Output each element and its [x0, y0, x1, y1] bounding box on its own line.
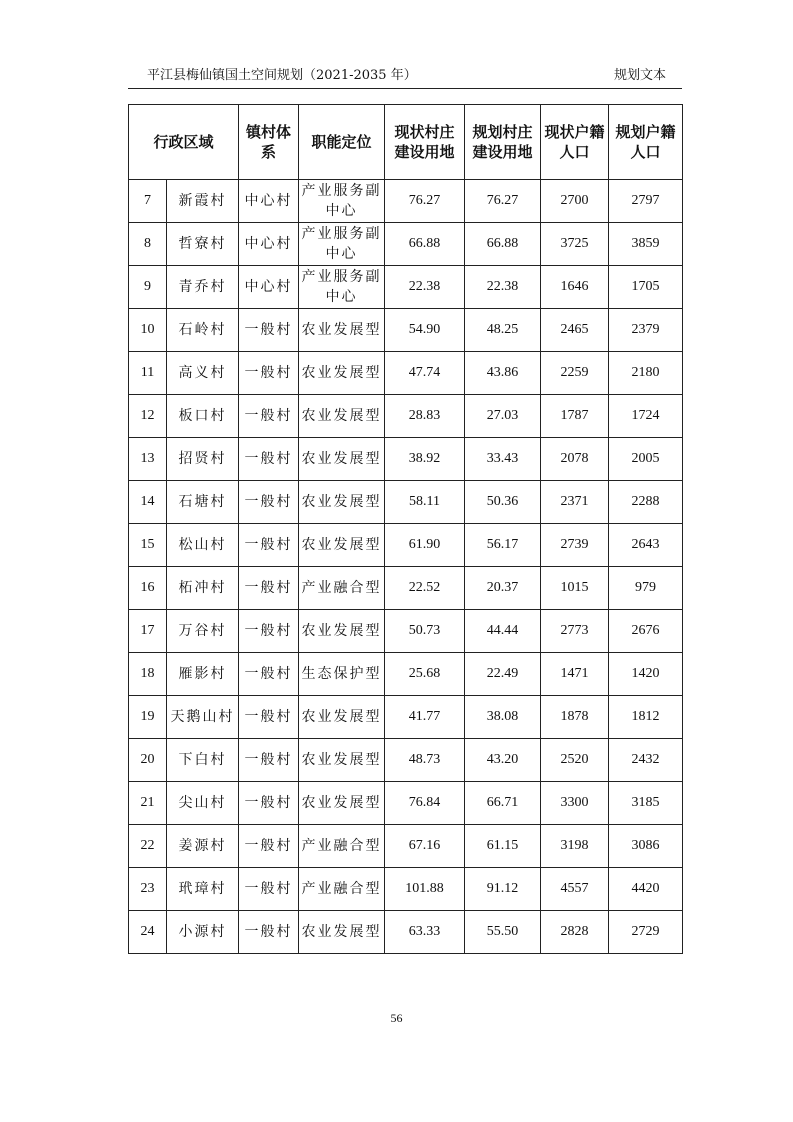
town-system-cell: 一般村: [239, 825, 299, 868]
row-index-cell: 9: [129, 266, 167, 309]
current-land-cell: 48.73: [385, 739, 465, 782]
current-land-cell: 63.33: [385, 911, 465, 954]
planned-pop-cell: 2180: [609, 352, 683, 395]
col-header-current-land-label: 现状村庄建设用地: [394, 123, 455, 161]
current-land-cell: 76.27: [385, 180, 465, 223]
current-land-cell: 58.11: [385, 481, 465, 524]
current-pop-cell: 2739: [541, 524, 609, 567]
table-row: [129, 223, 683, 266]
planned-land-cell: 91.12: [465, 868, 541, 911]
town-system-cell: 一般村: [239, 653, 299, 696]
current-land-cell: 22.38: [385, 266, 465, 309]
col-header-function: [299, 105, 385, 180]
table-row: [129, 825, 683, 868]
current-pop-cell: 1471: [541, 653, 609, 696]
planned-land-cell: 66.71: [465, 782, 541, 825]
row-index-cell: 18: [129, 653, 167, 696]
table-row: [129, 567, 683, 610]
planned-land-cell: 44.44: [465, 610, 541, 653]
function-type-cell: 产业融合型: [299, 567, 385, 610]
current-land-cell: 41.77: [385, 696, 465, 739]
town-system-cell: 一般村: [239, 438, 299, 481]
town-system-cell: 一般村: [239, 567, 299, 610]
row-index-cell: 10: [129, 309, 167, 352]
town-system-cell: 一般村: [239, 524, 299, 567]
table-row: [129, 481, 683, 524]
col-header-planned-pop-label: 规划户籍人口: [615, 123, 676, 161]
planned-land-cell: 66.88: [465, 223, 541, 266]
village-name-cell: 石岭村: [167, 309, 239, 352]
function-type-cell: 农业发展型: [299, 481, 385, 524]
function-type-cell: 产业服务副中心: [299, 223, 385, 266]
planned-pop-cell: 2379: [609, 309, 683, 352]
col-header-planned-land: [465, 105, 541, 180]
row-index-cell: 21: [129, 782, 167, 825]
table-row: [129, 911, 683, 954]
planned-pop-cell: 1420: [609, 653, 683, 696]
current-pop-cell: 2700: [541, 180, 609, 223]
document-type-label: 规划文本: [613, 68, 666, 83]
header-divider: [128, 88, 682, 89]
planned-pop-cell: 2643: [609, 524, 683, 567]
col-header-region: [129, 105, 239, 180]
current-land-cell: 38.92: [385, 438, 465, 481]
planned-pop-cell: 979: [609, 567, 683, 610]
current-land-cell: 47.74: [385, 352, 465, 395]
town-system-cell: 中心村: [239, 223, 299, 266]
page-number: 56: [390, 1011, 403, 1025]
row-index-cell: 7: [129, 180, 167, 223]
col-header-function-label: 职能定位: [311, 133, 372, 151]
current-land-cell: 54.90: [385, 309, 465, 352]
current-land-cell: 25.68: [385, 653, 465, 696]
town-system-cell: 一般村: [239, 739, 299, 782]
planned-pop-cell: 2729: [609, 911, 683, 954]
planned-land-cell: 22.38: [465, 266, 541, 309]
current-pop-cell: 2773: [541, 610, 609, 653]
col-header-town-system-label: 镇村体系: [246, 123, 292, 161]
village-name-cell: 万谷村: [167, 610, 239, 653]
current-land-cell: 28.83: [385, 395, 465, 438]
row-index-cell: 23: [129, 868, 167, 911]
village-name-cell: 下白村: [167, 739, 239, 782]
current-pop-cell: 2465: [541, 309, 609, 352]
function-type-cell: 生态保护型: [299, 653, 385, 696]
table-row: [129, 352, 683, 395]
planned-pop-cell: 1705: [609, 266, 683, 309]
function-type-cell: 农业发展型: [299, 524, 385, 567]
current-pop-cell: 1015: [541, 567, 609, 610]
village-name-cell: 板口村: [167, 395, 239, 438]
function-type-cell: 农业发展型: [299, 782, 385, 825]
table-row: [129, 739, 683, 782]
town-system-cell: 一般村: [239, 395, 299, 438]
table-row: [129, 610, 683, 653]
function-type-cell: 农业发展型: [299, 395, 385, 438]
current-pop-cell: 2259: [541, 352, 609, 395]
town-system-cell: 一般村: [239, 782, 299, 825]
planned-land-cell: 76.27: [465, 180, 541, 223]
village-name-cell: 雁影村: [167, 653, 239, 696]
current-pop-cell: 3198: [541, 825, 609, 868]
town-system-cell: 一般村: [239, 610, 299, 653]
town-system-cell: 一般村: [239, 911, 299, 954]
col-header-town-system: [239, 105, 299, 180]
planned-land-cell: 33.43: [465, 438, 541, 481]
current-pop-cell: 3725: [541, 223, 609, 266]
current-pop-cell: 4557: [541, 868, 609, 911]
village-planning-table: [128, 104, 683, 954]
current-land-cell: 76.84: [385, 782, 465, 825]
planned-pop-cell: 2797: [609, 180, 683, 223]
village-name-cell: 石塘村: [167, 481, 239, 524]
village-name-cell: 姜源村: [167, 825, 239, 868]
planned-pop-cell: 1812: [609, 696, 683, 739]
current-pop-cell: 1878: [541, 696, 609, 739]
col-header-current-land: [385, 105, 465, 180]
row-index-cell: 16: [129, 567, 167, 610]
row-index-cell: 15: [129, 524, 167, 567]
planned-land-cell: 56.17: [465, 524, 541, 567]
village-name-cell: 尖山村: [167, 782, 239, 825]
planned-pop-cell: 4420: [609, 868, 683, 911]
current-pop-cell: 2520: [541, 739, 609, 782]
village-name-cell: 高义村: [167, 352, 239, 395]
town-system-cell: 一般村: [239, 352, 299, 395]
town-system-cell: 一般村: [239, 481, 299, 524]
table-row: [129, 309, 683, 352]
col-header-current-pop: [541, 105, 609, 180]
village-name-cell: 柘冲村: [167, 567, 239, 610]
current-land-cell: 61.90: [385, 524, 465, 567]
table-header-row: [129, 105, 683, 180]
col-header-planned-pop: [609, 105, 683, 180]
village-name-cell: 招贤村: [167, 438, 239, 481]
function-type-cell: 农业发展型: [299, 739, 385, 782]
table-row: [129, 395, 683, 438]
village-name-cell: 青乔村: [167, 266, 239, 309]
planned-land-cell: 27.03: [465, 395, 541, 438]
planned-land-cell: 38.08: [465, 696, 541, 739]
town-system-cell: 中心村: [239, 266, 299, 309]
current-pop-cell: 2078: [541, 438, 609, 481]
current-land-cell: 67.16: [385, 825, 465, 868]
current-pop-cell: 2371: [541, 481, 609, 524]
function-type-cell: 农业发展型: [299, 309, 385, 352]
row-index-cell: 22: [129, 825, 167, 868]
col-header-planned-land-label: 规划村庄建设用地: [472, 123, 533, 161]
village-name-cell: 玳璋村: [167, 868, 239, 911]
col-header-current-pop-label: 现状户籍人口: [544, 123, 605, 161]
table-row: [129, 438, 683, 481]
planned-land-cell: 48.25: [465, 309, 541, 352]
planned-pop-cell: 2005: [609, 438, 683, 481]
function-type-cell: 农业发展型: [299, 352, 385, 395]
town-system-cell: 一般村: [239, 696, 299, 739]
planned-land-cell: 61.15: [465, 825, 541, 868]
function-type-cell: 农业发展型: [299, 610, 385, 653]
row-index-cell: 13: [129, 438, 167, 481]
planned-land-cell: 55.50: [465, 911, 541, 954]
planned-pop-cell: 1724: [609, 395, 683, 438]
village-name-cell: 天鹅山村: [167, 696, 239, 739]
planned-pop-cell: 3086: [609, 825, 683, 868]
document-header-title: 平江县梅仙镇国土空间规划（2021-2035 年）: [147, 68, 417, 83]
row-index-cell: 19: [129, 696, 167, 739]
planned-pop-cell: 3859: [609, 223, 683, 266]
row-index-cell: 17: [129, 610, 167, 653]
current-pop-cell: 1787: [541, 395, 609, 438]
table-row: [129, 524, 683, 567]
current-pop-cell: 2828: [541, 911, 609, 954]
function-type-cell: 产业融合型: [299, 868, 385, 911]
row-index-cell: 11: [129, 352, 167, 395]
row-index-cell: 12: [129, 395, 167, 438]
village-name-cell: 哲寮村: [167, 223, 239, 266]
table-body: [129, 180, 683, 954]
function-type-cell: 产业融合型: [299, 825, 385, 868]
table-row: [129, 180, 683, 223]
function-type-cell: 农业发展型: [299, 438, 385, 481]
function-type-cell: 产业服务副中心: [299, 180, 385, 223]
village-name-cell: 新霞村: [167, 180, 239, 223]
row-index-cell: 8: [129, 223, 167, 266]
function-type-cell: 产业服务副中心: [299, 266, 385, 309]
planned-land-cell: 22.49: [465, 653, 541, 696]
current-pop-cell: 3300: [541, 782, 609, 825]
village-name-cell: 小源村: [167, 911, 239, 954]
planned-land-cell: 43.20: [465, 739, 541, 782]
row-index-cell: 14: [129, 481, 167, 524]
town-system-cell: 中心村: [239, 180, 299, 223]
table-row: [129, 266, 683, 309]
function-type-cell: 农业发展型: [299, 696, 385, 739]
town-system-cell: 一般村: [239, 309, 299, 352]
function-type-cell: 农业发展型: [299, 911, 385, 954]
row-index-cell: 24: [129, 911, 167, 954]
table-row: [129, 782, 683, 825]
town-system-cell: 一般村: [239, 868, 299, 911]
planned-land-cell: 43.86: [465, 352, 541, 395]
current-land-cell: 66.88: [385, 223, 465, 266]
table-row: [129, 696, 683, 739]
table-row: [129, 868, 683, 911]
current-land-cell: 101.88: [385, 868, 465, 911]
planned-pop-cell: 2288: [609, 481, 683, 524]
table-row: [129, 653, 683, 696]
row-index-cell: 20: [129, 739, 167, 782]
current-pop-cell: 1646: [541, 266, 609, 309]
col-header-region-label: 行政区域: [153, 133, 214, 151]
planned-pop-cell: 2676: [609, 610, 683, 653]
village-name-cell: 松山村: [167, 524, 239, 567]
current-land-cell: 50.73: [385, 610, 465, 653]
planned-land-cell: 20.37: [465, 567, 541, 610]
planned-land-cell: 50.36: [465, 481, 541, 524]
planned-pop-cell: 2432: [609, 739, 683, 782]
current-land-cell: 22.52: [385, 567, 465, 610]
planned-pop-cell: 3185: [609, 782, 683, 825]
